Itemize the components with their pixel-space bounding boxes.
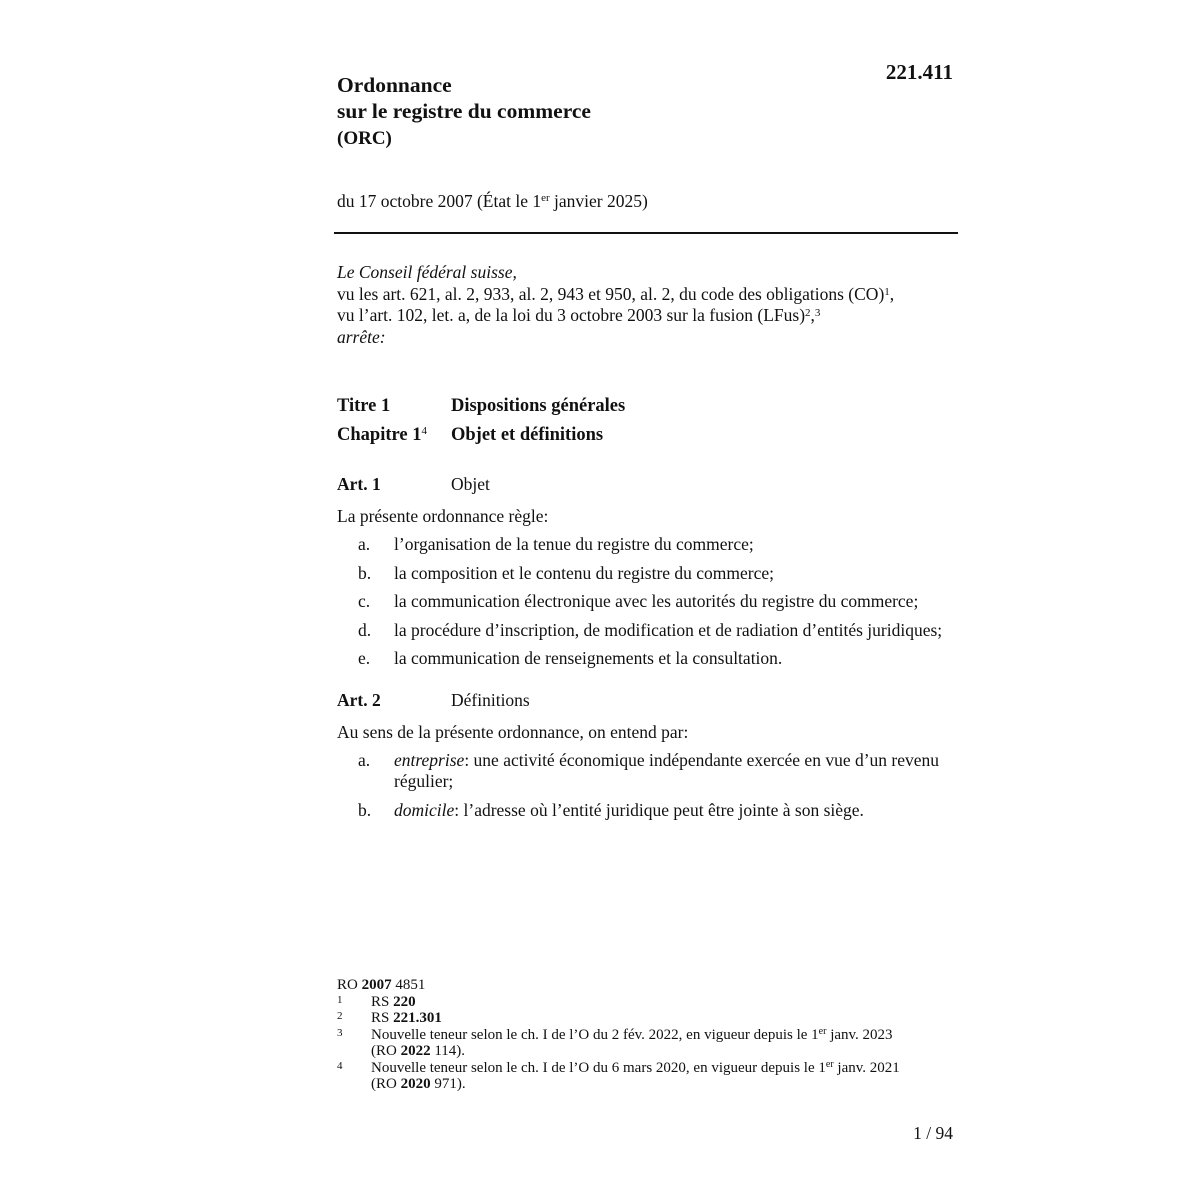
footnote-ro-b: 114). xyxy=(430,1043,466,1059)
article-1-title: Objet xyxy=(451,474,490,494)
list-text: la communication électronique avec les autorités du registre du commerce; xyxy=(394,591,919,611)
footnote-ref-4[interactable]: 4 xyxy=(421,425,427,437)
list-letter: c. xyxy=(358,591,371,611)
list-text xyxy=(394,800,957,821)
preamble xyxy=(337,262,894,348)
list-letter: e. xyxy=(358,648,371,668)
footnote-text-b: janv. 2021 xyxy=(833,1059,900,1076)
list-letter: b. xyxy=(358,562,372,583)
chapitre-number-text: Chapitre 1 xyxy=(337,425,422,445)
preamble-issuer: Le Conseil fédéral suisse, xyxy=(337,262,517,282)
list-text: l’organisation de la tenue du registre du commerce; xyxy=(394,534,754,554)
footnote-text-a: Nouvelle teneur selon le ch. I de l’O du 6 mars 2020, en vigueur depuis le 1 xyxy=(371,1059,826,1076)
title-abbreviation: (ORC) xyxy=(337,128,392,149)
preamble-decree: arrête: xyxy=(337,326,386,347)
footnote-text-a: Nouvelle teneur selon le ch. I de l’O du 2 fév. 2022, en vigueur depuis le 1 xyxy=(371,1026,819,1043)
list-letter: b. xyxy=(358,799,372,820)
title-line-2: sur le registre du commerce xyxy=(337,99,591,123)
footnote-ro-bold: 2022 xyxy=(400,1043,431,1059)
footnote-2 xyxy=(337,1010,961,1027)
defined-term: domicile xyxy=(394,799,455,820)
article-1 xyxy=(337,474,957,677)
page-number: 1 / 94 xyxy=(913,1123,953,1143)
footnote-prefix: RS xyxy=(371,993,394,1010)
document-title xyxy=(337,72,591,152)
list-item xyxy=(337,800,957,821)
preamble-basis-2-sep: , xyxy=(810,305,815,325)
footnote-ro-a: (RO xyxy=(371,1043,401,1059)
footnote-number: 1 xyxy=(337,993,343,1006)
article-1-header xyxy=(337,474,957,502)
titre-text: Dispositions générales xyxy=(451,396,626,416)
defined-term: entreprise xyxy=(394,750,465,770)
list-text: la communication de renseignements et la consultation. xyxy=(394,648,783,668)
list-letter: a. xyxy=(358,534,371,554)
article-1-number: Art. 1 xyxy=(337,474,381,494)
footnote-number: 3 xyxy=(337,1026,343,1039)
footnote-sup: er xyxy=(818,1025,827,1037)
list-letter: d. xyxy=(358,619,372,640)
list-item xyxy=(337,534,957,555)
list-text: la composition et le contenu du registre du commerce; xyxy=(394,562,775,583)
article-2-title: Définitions xyxy=(451,690,530,710)
footnote-ro-bold: 2020 xyxy=(400,1076,431,1092)
list-text xyxy=(394,750,957,792)
header-divider xyxy=(334,232,958,234)
list-item xyxy=(337,620,957,641)
preamble-basis-2-text: vu l’art. 102, let. a, de la loi du 3 octobre 2003 sur la fusion (LFus) xyxy=(337,305,806,325)
ro-reference xyxy=(337,977,961,994)
footnote-text-b: janv. 2023 xyxy=(826,1026,893,1043)
list-text: la procédure d’inscription, de modification et de radiation d’entités juridiques; xyxy=(394,619,943,640)
footnote-4 xyxy=(337,1060,961,1093)
article-1-intro: La présente ordonnance règle: xyxy=(337,506,549,526)
footnote-ref-1[interactable]: 1 xyxy=(884,285,890,298)
ro-page: 4851 xyxy=(391,977,426,993)
sr-number: 221.411 xyxy=(885,60,953,84)
footnote-1 xyxy=(337,994,961,1011)
preamble-basis-1-end: , xyxy=(889,283,895,304)
list-letter: a. xyxy=(358,750,371,770)
footnote-ro-a: (RO xyxy=(371,1076,401,1092)
footnote-ref-2[interactable]: 2 xyxy=(805,307,811,319)
list-item xyxy=(337,648,957,669)
footnote-number: 4 xyxy=(337,1059,343,1072)
article-2-number: Art. 2 xyxy=(337,690,381,710)
chapitre-number xyxy=(337,425,451,446)
article-2 xyxy=(337,690,957,828)
footnote-sup: er xyxy=(825,1058,834,1070)
preamble-basis-2 xyxy=(337,305,894,327)
footnotes xyxy=(337,977,961,1093)
preamble-basis-1 xyxy=(337,284,894,306)
footnote-ref-3[interactable]: 3 xyxy=(814,307,821,319)
list-item xyxy=(337,591,957,612)
ro-prefix: RO xyxy=(337,977,362,993)
footnote-ro-b: 971). xyxy=(430,1076,466,1092)
preamble-basis-1-text: vu les art. 621, al. 2, 933, al. 2, 943 et 950, al. 2, du code des obligations (CO) xyxy=(337,283,885,304)
chapitre-heading xyxy=(337,425,625,454)
list-item xyxy=(337,750,957,792)
footnote-3 xyxy=(337,1027,961,1060)
date-superscript: er xyxy=(541,192,550,204)
chapitre-text: Objet et définitions xyxy=(451,425,604,445)
definition-text: : l’adresse où l’entité juridique peut être jointe à son siège. xyxy=(454,799,864,820)
footnote-text xyxy=(371,1010,961,1027)
title-line-1: Ordonnance xyxy=(337,73,452,97)
footnote-text xyxy=(371,994,961,1011)
ro-year: 2007 xyxy=(361,977,392,993)
definition-text: : une activité économique indépendante exercée en vue d’un revenu régulier; xyxy=(394,750,940,791)
titre-number: Titre 1 xyxy=(337,396,391,416)
list-item xyxy=(337,563,957,584)
date-text: du 17 octobre 2007 (État le 1 xyxy=(337,191,542,211)
footnote-text xyxy=(371,1027,961,1060)
article-2-intro: Au sens de la présente ordonnance, on entend par: xyxy=(337,722,689,742)
article-2-header xyxy=(337,690,957,718)
titre-heading xyxy=(337,396,625,425)
footnote-bold: 220 xyxy=(393,993,416,1010)
footnote-prefix: RS xyxy=(371,1010,394,1026)
footnote-bold: 221.301 xyxy=(393,1010,442,1026)
document-page xyxy=(337,0,957,1200)
section-headings xyxy=(337,396,625,454)
date-text-end: janvier 2025) xyxy=(549,191,648,211)
footnote-number: 2 xyxy=(337,1010,343,1022)
date-line xyxy=(337,191,648,212)
footnote-text xyxy=(371,1060,961,1093)
